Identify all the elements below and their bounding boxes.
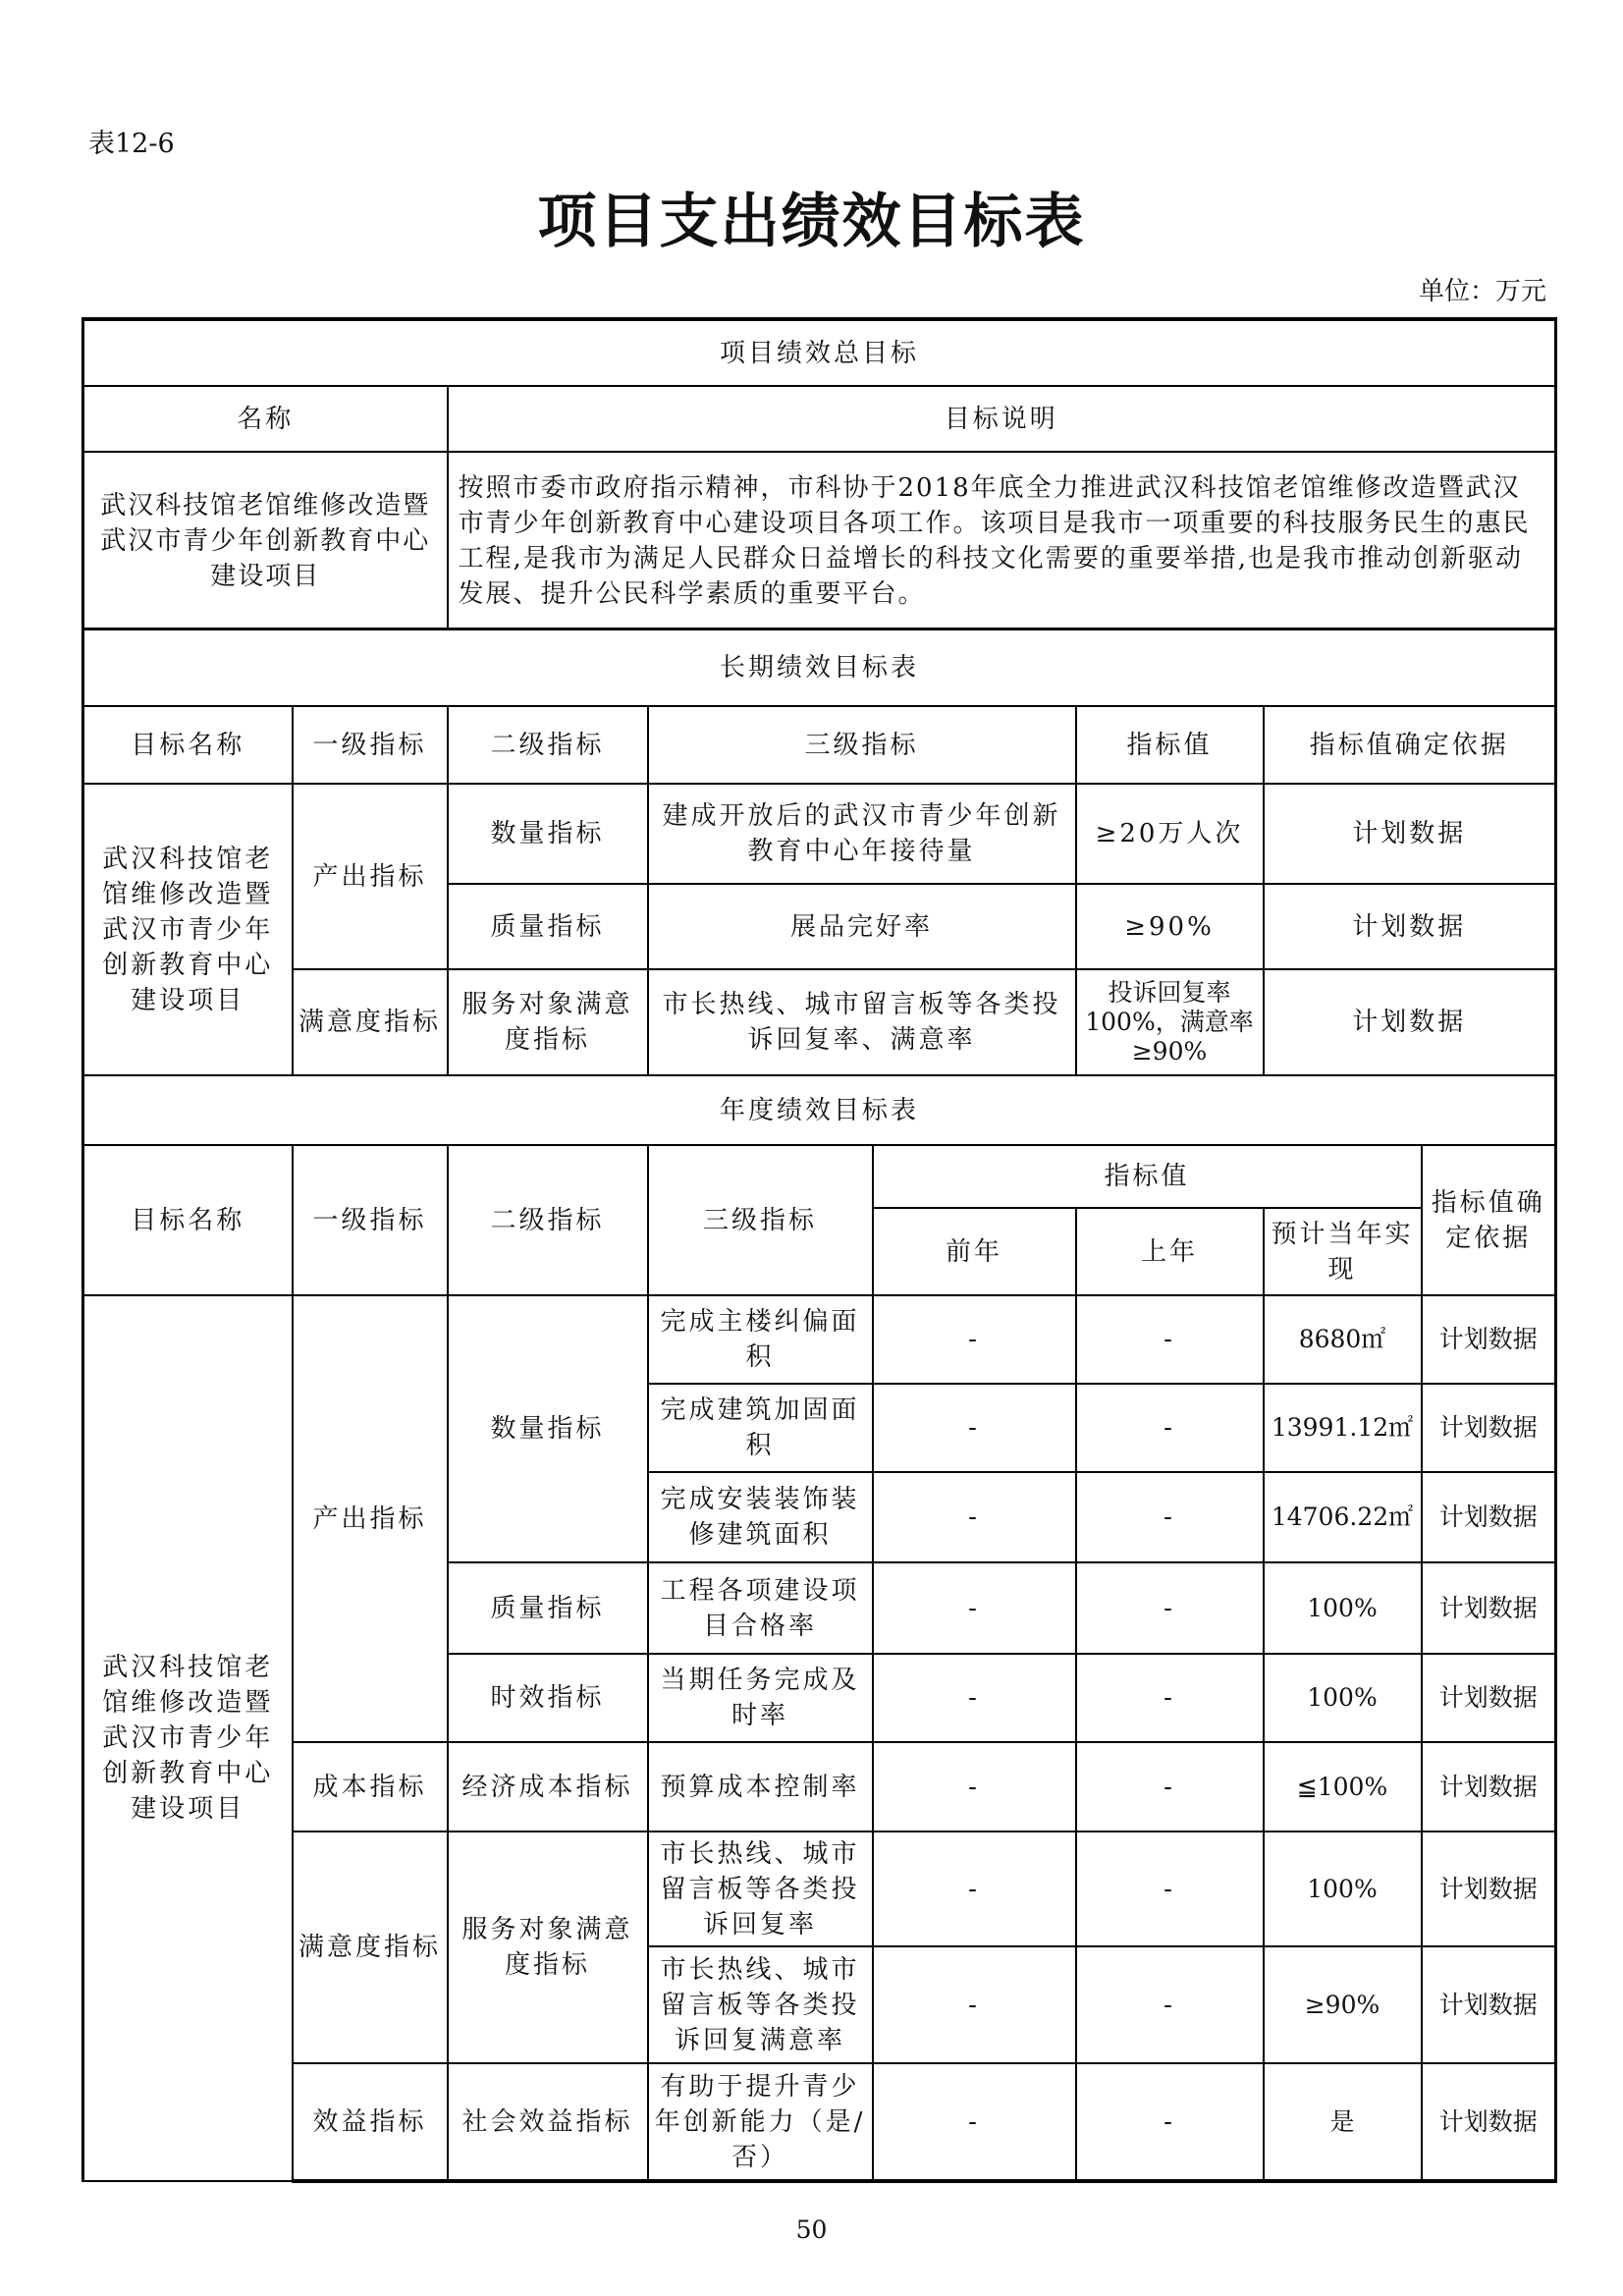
lt-level3: 建成开放后的武汉市青少年创新教育中心年接待量 xyxy=(648,784,1076,884)
lt-level1: 产出指标 xyxy=(293,784,448,969)
lt-header-level3: 三级指标 xyxy=(648,706,1076,784)
lt-basis: 计划数据 xyxy=(1264,784,1556,884)
an-basis: 计划数据 xyxy=(1422,1831,1556,1946)
an-header-value-group: 指标值 xyxy=(873,1145,1422,1208)
lt-header-level2: 二级指标 xyxy=(448,706,648,784)
an-prev2: - xyxy=(873,1562,1076,1654)
an-prev1: - xyxy=(1076,1562,1264,1654)
an-level1-satisfaction: 满意度指标 xyxy=(293,1831,448,2063)
lt-target-name: 武汉科技馆老馆维修改造暨武汉市青少年创新教育中心建设项目 xyxy=(83,784,293,1075)
an-prev1: - xyxy=(1076,1654,1264,1742)
an-level1-cost: 成本指标 xyxy=(293,1742,448,1831)
an-level2-quality: 质量指标 xyxy=(448,1562,648,1654)
long-term-table xyxy=(81,628,1557,1076)
an-expected: 13991.12㎡ xyxy=(1264,1384,1422,1472)
an-level3: 当期任务完成及时率 xyxy=(648,1654,873,1742)
an-level3: 预算成本控制率 xyxy=(648,1742,873,1831)
an-prev2: - xyxy=(873,2063,1076,2181)
unit-label: 单位：万元 xyxy=(1418,277,1546,306)
an-prev2: - xyxy=(873,1831,1076,1946)
lt-header-level1: 一级指标 xyxy=(293,706,448,784)
an-prev2: - xyxy=(873,1384,1076,1472)
an-prev1: - xyxy=(1076,2063,1264,2181)
lt-basis: 计划数据 xyxy=(1264,969,1556,1075)
lt-level1: 满意度指标 xyxy=(293,969,448,1075)
an-expected: 8680㎡ xyxy=(1264,1295,1422,1384)
lt-level2: 数量指标 xyxy=(448,784,648,884)
an-level2-economic-cost: 经济成本指标 xyxy=(448,1742,648,1831)
lt-level3: 市长热线、城市留言板等各类投诉回复率、满意率 xyxy=(648,969,1076,1075)
lt-basis: 计划数据 xyxy=(1264,884,1556,969)
an-basis: 计划数据 xyxy=(1422,1946,1556,2063)
name-header: 名称 xyxy=(83,386,448,452)
an-header-level2: 二级指标 xyxy=(448,1145,648,1295)
an-expected: 是 xyxy=(1264,2063,1422,2181)
lt-value: ≥20万人次 xyxy=(1076,784,1264,884)
an-expected: 100% xyxy=(1264,1831,1422,1946)
overall-goal-table xyxy=(81,317,1557,630)
an-level3: 市长热线、城市留言板等各类投诉回复率 xyxy=(648,1831,873,1946)
an-basis: 计划数据 xyxy=(1422,1562,1556,1654)
long-term-section-title: 长期绩效目标表 xyxy=(83,629,1556,706)
an-expected: 14706.22㎡ xyxy=(1264,1472,1422,1562)
an-basis: 计划数据 xyxy=(1422,2063,1556,2181)
an-prev2: - xyxy=(873,1295,1076,1384)
table-row xyxy=(83,1295,1556,1384)
page-title: 项目支出绩效目标表 xyxy=(537,188,1086,256)
an-level2-social-benefit: 社会效益指标 xyxy=(448,2063,648,2181)
lt-header-basis: 指标值确定依据 xyxy=(1264,706,1556,784)
an-prev1: - xyxy=(1076,1295,1264,1384)
annual-section-title: 年度绩效目标表 xyxy=(83,1075,1556,1145)
an-level1-benefit: 效益指标 xyxy=(293,2063,448,2181)
page-number: 50 xyxy=(795,2215,828,2244)
an-prev2: - xyxy=(873,1654,1076,1742)
lt-value: ≥90% xyxy=(1076,884,1264,969)
an-basis: 计划数据 xyxy=(1422,1654,1556,1742)
an-header-target-name: 目标名称 xyxy=(83,1145,293,1295)
table-row xyxy=(83,784,1556,884)
an-prev2: - xyxy=(873,1742,1076,1831)
an-basis: 计划数据 xyxy=(1422,1472,1556,1562)
lt-level2: 质量指标 xyxy=(448,884,648,969)
an-expected: ≦100% xyxy=(1264,1742,1422,1831)
table-row xyxy=(83,2063,1556,2181)
an-prev2: - xyxy=(873,1946,1076,2063)
an-expected: 100% xyxy=(1264,1562,1422,1654)
an-prev1: - xyxy=(1076,1742,1264,1831)
an-header-basis: 指标值确定依据 xyxy=(1422,1145,1556,1295)
an-level3: 完成安装装饰装修建筑面积 xyxy=(648,1472,873,1562)
an-basis: 计划数据 xyxy=(1422,1742,1556,1831)
an-level3: 完成主楼纠偏面积 xyxy=(648,1295,873,1384)
overall-section-title: 项目绩效总目标 xyxy=(83,319,1556,386)
an-level3: 市长热线、城市留言板等各类投诉回复满意率 xyxy=(648,1946,873,2063)
an-prev2: - xyxy=(873,1472,1076,1562)
an-prev1: - xyxy=(1076,1946,1264,2063)
table-row xyxy=(83,1742,1556,1831)
an-basis: 计划数据 xyxy=(1422,1295,1556,1384)
an-level2-timeliness: 时效指标 xyxy=(448,1654,648,1742)
an-header-level3: 三级指标 xyxy=(648,1145,873,1295)
annual-table xyxy=(81,1074,1557,2183)
an-expected: 100% xyxy=(1264,1654,1422,1742)
an-header-prev1: 上年 xyxy=(1076,1208,1264,1295)
an-level3: 工程各项建设项目合格率 xyxy=(648,1562,873,1654)
table-row xyxy=(83,969,1556,1075)
an-level2-service-satisfaction: 服务对象满意度指标 xyxy=(448,1831,648,2063)
an-prev1: - xyxy=(1076,1384,1264,1472)
an-level3: 有助于提升青少年创新能力（是/否） xyxy=(648,2063,873,2181)
an-header-level1: 一级指标 xyxy=(293,1145,448,1295)
table-row xyxy=(83,1831,1556,1946)
lt-level3: 展品完好率 xyxy=(648,884,1076,969)
an-prev1: - xyxy=(1076,1472,1264,1562)
an-level3: 完成建筑加固面积 xyxy=(648,1384,873,1472)
project-name: 武汉科技馆老馆维修改造暨武汉市青少年创新教育中心建设项目 xyxy=(83,452,448,629)
an-level1-output: 产出指标 xyxy=(293,1295,448,1742)
an-prev1: - xyxy=(1076,1831,1264,1946)
desc-header: 目标说明 xyxy=(448,386,1556,452)
an-basis: 计划数据 xyxy=(1422,1384,1556,1472)
table-number: 表12-6 xyxy=(88,129,175,159)
lt-header-target-name: 目标名称 xyxy=(83,706,293,784)
lt-level2: 服务对象满意度指标 xyxy=(448,969,648,1075)
an-level2-quantity: 数量指标 xyxy=(448,1295,648,1562)
an-header-expected: 预计当年实现 xyxy=(1264,1208,1422,1295)
an-header-prev2: 前年 xyxy=(873,1208,1076,1295)
lt-header-value: 指标值 xyxy=(1076,706,1264,784)
project-description: 按照市委市政府指示精神，市科协于2018年底全力推进武汉科技馆老馆维修改造暨武汉市青少年创新教育中心建设项目各项工作。该项目是我市一项重要的科技服务民生的惠民工程,是我市为满足人民群众日益增长的科技文化需要的重要举措,也是我市推动创新驱动发展、提升公民科学素质的重要平台。 xyxy=(448,452,1556,629)
an-target-name: 武汉科技馆老馆维修改造暨武汉市青少年创新教育中心建设项目 xyxy=(83,1295,293,2181)
an-expected: ≥90% xyxy=(1264,1946,1422,2063)
lt-value: 投诉回复率100%，满意率≥90% xyxy=(1076,969,1264,1075)
